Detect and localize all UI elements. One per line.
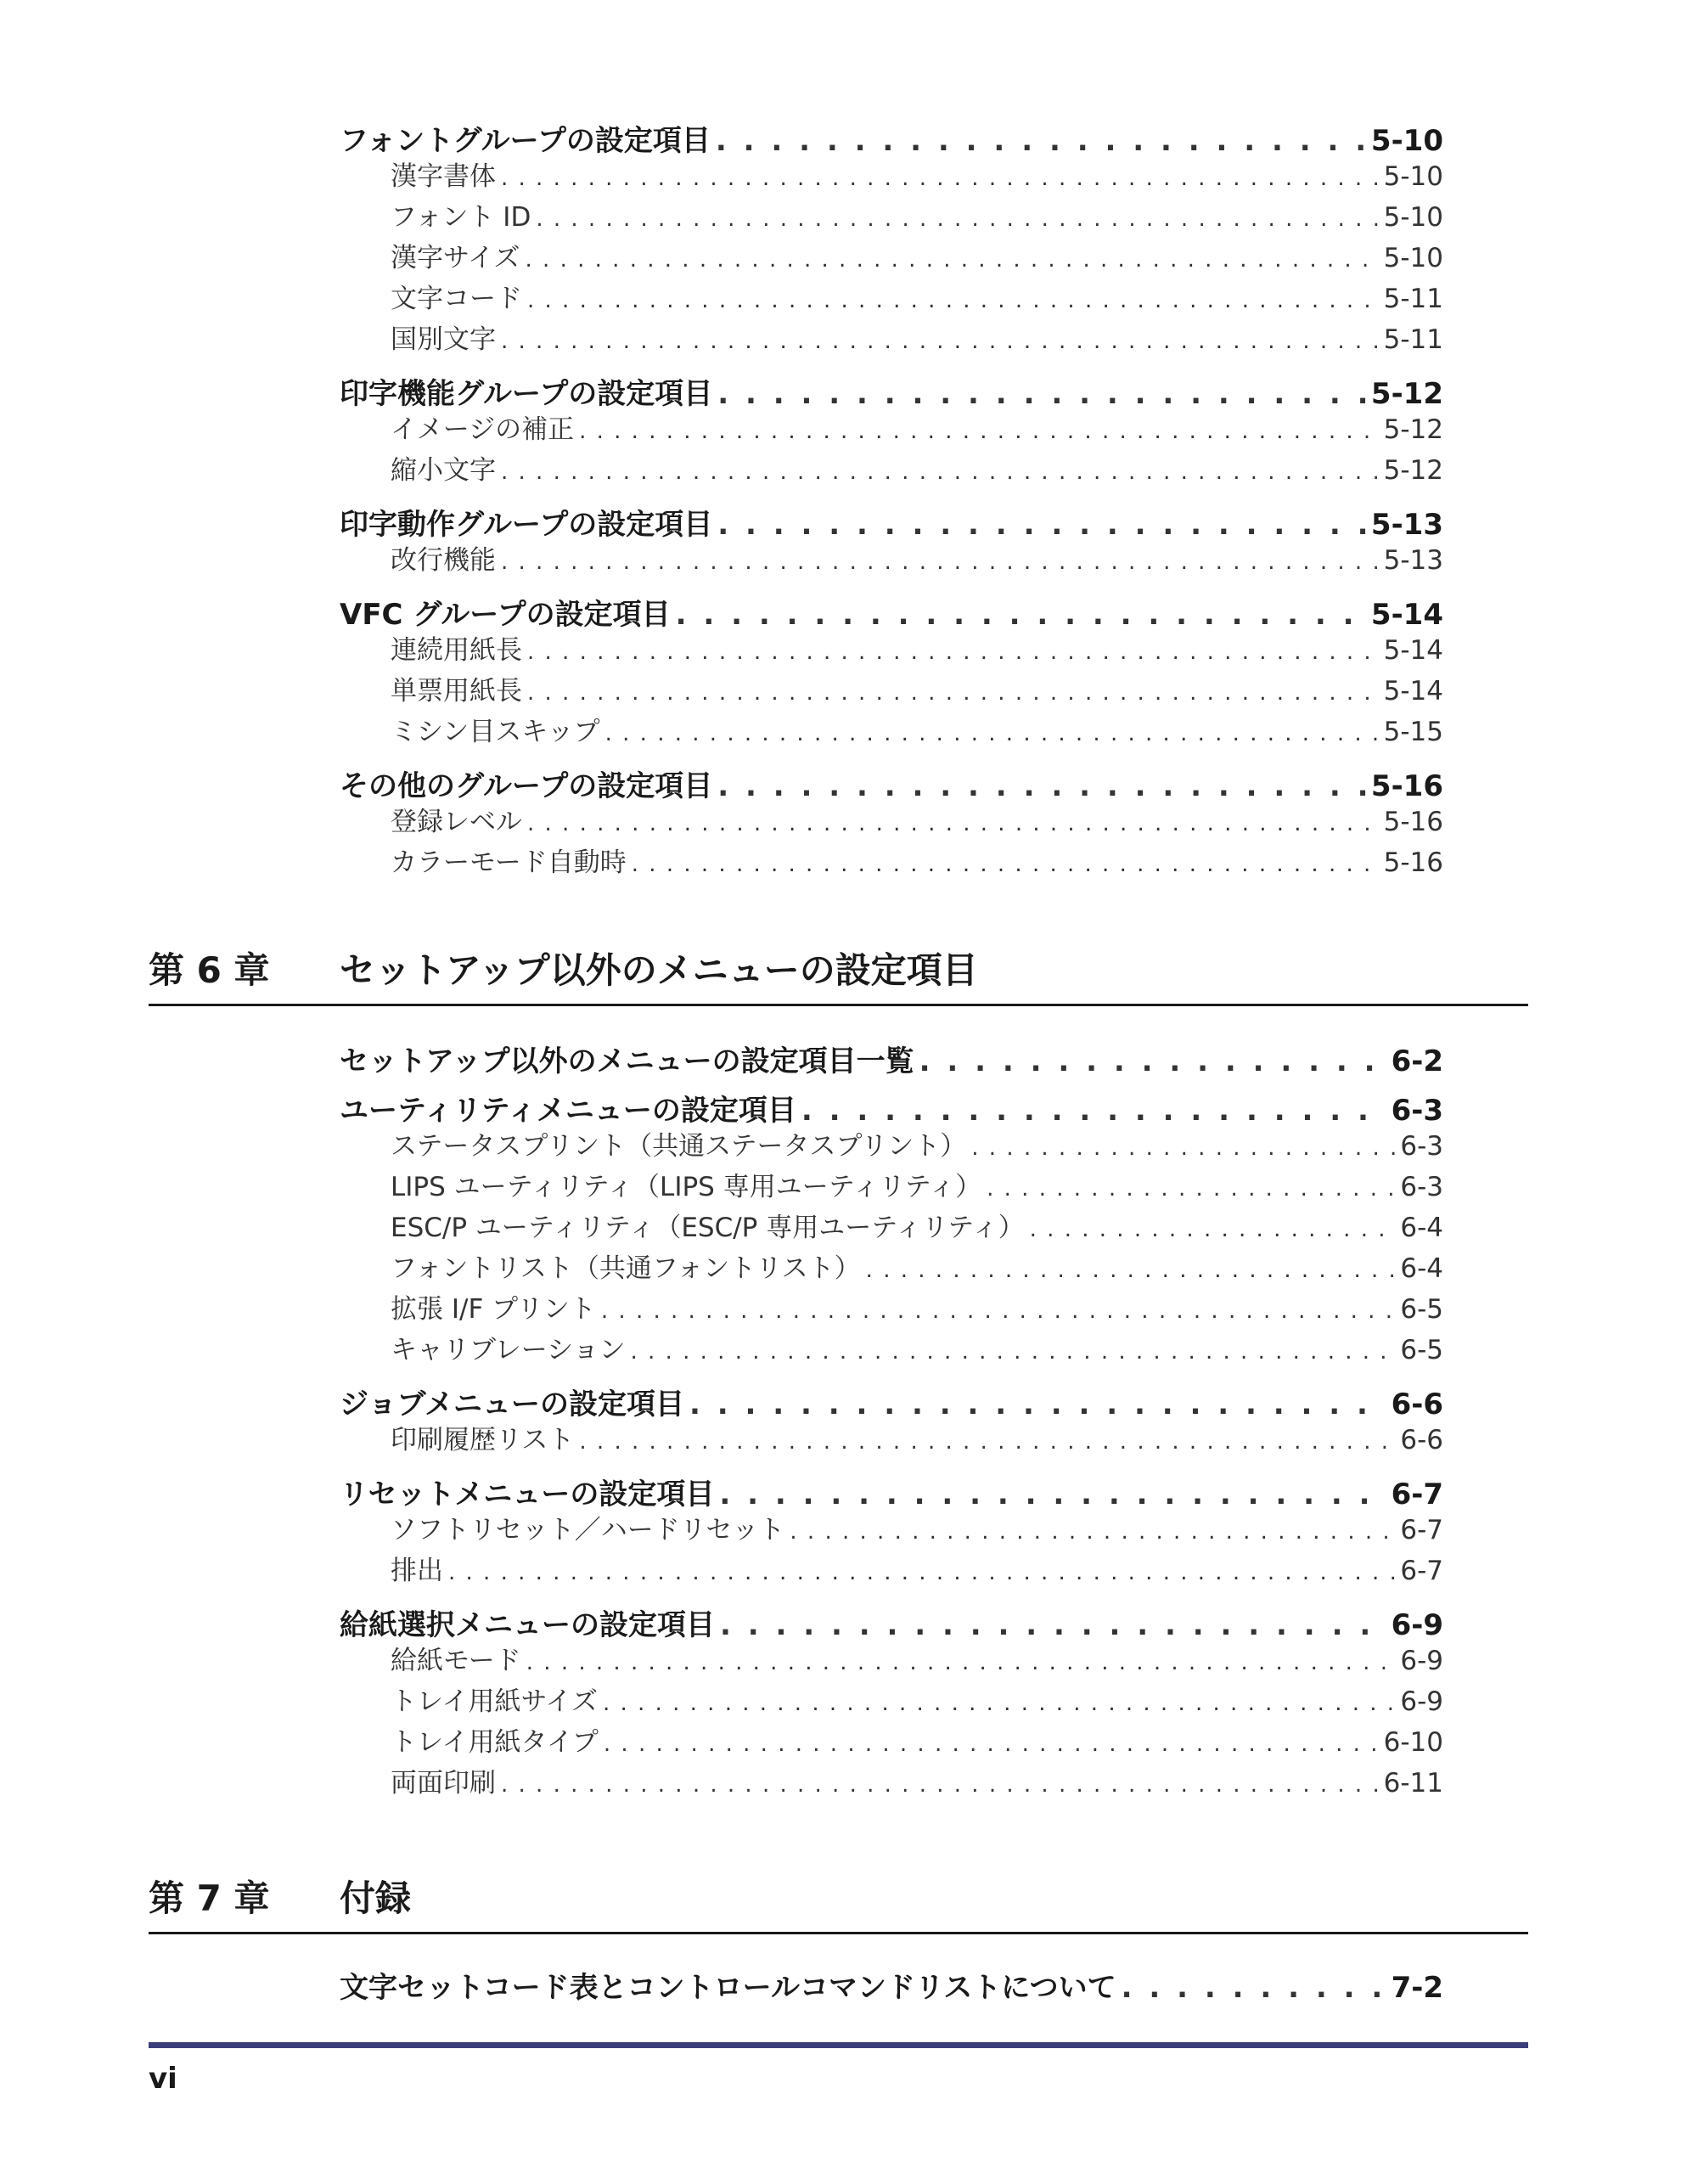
toc-entry-label: フォントリスト（共通フォントリスト） — [391, 1253, 861, 1284]
chapter-heading-7 — [149, 1872, 1528, 1934]
toc-subsection-entry[interactable] — [340, 408, 1443, 448]
toc-section-entry[interactable] — [340, 1381, 1443, 1418]
toc-entry-label: フォント ID — [391, 202, 531, 233]
toc-dot-leader — [605, 721, 1379, 746]
toc-entry-label: 文字セットコード表とコントロールコマンドリストについて — [340, 1971, 1116, 2001]
toc-entry-label: ESC/P ユーティリティ（ESC/P 専用ユーティリティ） — [391, 1213, 1025, 1243]
toc-dot-leader — [536, 206, 1378, 232]
toc-entry-page: 6-7 — [1391, 1478, 1443, 1508]
toc-subsection-entry[interactable] — [340, 628, 1443, 669]
toc-entry-page: 5-13 — [1383, 545, 1443, 576]
toc-entry-label: 給紙モード — [391, 1646, 521, 1676]
toc-dot-leader — [501, 549, 1379, 575]
toc-dot-leader — [631, 1339, 1396, 1365]
chapter-title: 付録 — [340, 1877, 412, 1919]
toc-dot-leader — [501, 459, 1379, 485]
toc-section-entry[interactable] — [340, 1038, 1443, 1075]
toc-dot-leader — [971, 1135, 1395, 1161]
toc-entry-label: 改行機能 — [391, 545, 496, 576]
toc-dot-leader — [579, 419, 1379, 444]
footer-rule — [149, 2042, 1528, 2048]
toc-dot-leader — [527, 680, 1379, 706]
toc-entry-page: 6-2 — [1391, 1044, 1443, 1075]
toc-section-chapter-7 — [340, 1964, 1443, 2001]
toc-dot-leader — [526, 1650, 1396, 1675]
toc-dot-leader — [716, 124, 1366, 155]
toc-section-entry[interactable] — [340, 1471, 1443, 1508]
toc-dot-leader — [790, 1519, 1395, 1545]
toc-entry-page: 5-10 — [1383, 243, 1443, 273]
toc-subsection-entry[interactable] — [340, 1639, 1443, 1680]
toc-entry-page: 5-12 — [1383, 455, 1443, 486]
toc-dot-leader — [717, 508, 1366, 538]
toc-entry-page: 5-11 — [1383, 284, 1443, 314]
toc-entry-page: 6-5 — [1400, 1294, 1443, 1325]
toc-dot-leader — [579, 1429, 1395, 1455]
chapter-number: 第 6 章 — [149, 949, 270, 991]
toc-section-entry[interactable] — [340, 117, 1443, 155]
toc-dot-leader — [720, 1608, 1386, 1639]
toc-entry-page: 6-7 — [1400, 1515, 1443, 1545]
toc-subsection-entry[interactable] — [340, 1761, 1443, 1802]
toc-subsection-entry[interactable] — [340, 1247, 1443, 1287]
toc-subsection-entry[interactable] — [340, 277, 1443, 318]
toc-entry-label: ジョブメニューの設定項目 — [340, 1388, 684, 1418]
toc-dot-leader — [603, 1691, 1395, 1716]
toc-dot-leader — [501, 329, 1379, 354]
toc-subsection-entry[interactable] — [340, 1124, 1443, 1165]
toc-subsection-entry[interactable] — [340, 1328, 1443, 1369]
toc-entry-label: 給紙選択メニューの設定項目 — [340, 1608, 715, 1639]
toc-subsection-entry[interactable] — [340, 236, 1443, 277]
toc-entry-page: 5-11 — [1383, 324, 1443, 355]
toc-entry-label: LIPS ユーティリティ（LIPS 専用ユーティリティ） — [391, 1172, 982, 1202]
toc-section-entry[interactable] — [340, 763, 1443, 800]
toc-entry-page: 5-16 — [1370, 769, 1443, 800]
toc-dot-leader — [527, 811, 1379, 836]
toc-dot-leader — [1030, 1217, 1396, 1242]
toc-subsection-entry[interactable] — [340, 1549, 1443, 1590]
toc-entry-page: 6-9 — [1400, 1646, 1443, 1676]
toc-entry-label: 単票用紙長 — [391, 676, 522, 706]
toc-subsection-entry[interactable] — [340, 1287, 1443, 1328]
toc-entry-label: イメージの補正 — [391, 414, 575, 445]
toc-entry-page: 6-6 — [1391, 1388, 1443, 1418]
toc-subsection-entry[interactable] — [340, 1508, 1443, 1549]
toc-dot-leader — [501, 166, 1379, 191]
toc-entry-page: 5-12 — [1383, 414, 1443, 445]
toc-entry-label: 縮小文字 — [391, 455, 496, 486]
toc-subsection-entry[interactable] — [340, 1720, 1443, 1761]
toc-subsection-entry[interactable] — [340, 318, 1443, 358]
toc-dot-leader — [801, 1094, 1386, 1124]
toc-dot-leader — [717, 377, 1366, 408]
toc-entry-label: ユーティリティメニューの設定項目 — [340, 1094, 796, 1124]
toc-subsection-entry[interactable] — [340, 1206, 1443, 1247]
toc-subsection-entry[interactable] — [340, 155, 1443, 195]
toc-subsection-entry[interactable] — [340, 195, 1443, 236]
toc-section-chapter-5 — [340, 117, 1443, 881]
toc-entry-page: 6-4 — [1400, 1253, 1443, 1284]
toc-entry-page: 5-10 — [1383, 161, 1443, 192]
toc-entry-label: フォントグループの設定項目 — [340, 124, 711, 155]
toc-subsection-entry[interactable] — [340, 710, 1443, 751]
toc-entry-label: 登録レベル — [391, 807, 522, 837]
toc-entry-page: 6-3 — [1400, 1172, 1443, 1202]
toc-entry-label: 印字機能グループの設定項目 — [340, 377, 713, 408]
toc-entry-label: 国別文字 — [391, 324, 496, 355]
toc-section-entry[interactable] — [340, 591, 1443, 628]
toc-dot-leader — [501, 1772, 1379, 1798]
toc-entry-page: 5-13 — [1370, 508, 1443, 538]
toc-entry-label: 漢字サイズ — [391, 243, 520, 273]
toc-entry-page: 5-15 — [1383, 717, 1443, 747]
toc-entry-page: 5-14 — [1383, 676, 1443, 706]
toc-entry-page: 7-2 — [1391, 1971, 1443, 2001]
toc-entry-label: トレイ用紙タイプ — [391, 1727, 599, 1758]
toc-entry-label: キャリブレーション — [391, 1335, 626, 1365]
toc-entry-page: 6-6 — [1400, 1425, 1443, 1455]
toc-entry-label: 印刷履歴リスト — [391, 1425, 575, 1455]
toc-dot-leader — [689, 1388, 1386, 1418]
toc-entry-label: 連続用紙長 — [391, 635, 522, 666]
toc-entry-label: ミシン目スキップ — [391, 717, 600, 747]
toc-dot-leader — [919, 1044, 1386, 1075]
toc-entry-label: 拡張 I/F プリント — [391, 1294, 596, 1325]
toc-dot-leader — [866, 1258, 1396, 1283]
toc-subsection-entry[interactable] — [340, 669, 1443, 710]
toc-section-entry[interactable] — [340, 1601, 1443, 1639]
toc-entry-label: 排出 — [391, 1556, 443, 1586]
chapter-heading-6 — [149, 944, 1528, 1006]
toc-subsection-entry[interactable] — [340, 1165, 1443, 1206]
toc-entry-page: 5-10 — [1370, 124, 1443, 155]
toc-entry-label: 文字コード — [391, 284, 522, 314]
toc-entry-label: VFC グループの設定項目 — [340, 598, 671, 628]
toc-dot-leader — [448, 1560, 1395, 1585]
chapter-number: 第 7 章 — [149, 1877, 270, 1919]
toc-section-entry[interactable] — [340, 370, 1443, 408]
toc-entry-page: 5-12 — [1370, 377, 1443, 408]
toc-dot-leader — [987, 1176, 1395, 1202]
toc-section-chapter-6 — [340, 1038, 1443, 1802]
toc-dot-leader — [604, 1731, 1379, 1757]
toc-section-entry[interactable] — [340, 1964, 1443, 2001]
toc-subsection-entry[interactable] — [340, 1680, 1443, 1720]
toc-entry-label: ソフトリセット／ハードリセット — [391, 1515, 785, 1545]
toc-entry-page: 6-9 — [1391, 1608, 1443, 1639]
toc-section-entry[interactable] — [340, 1087, 1443, 1124]
toc-entry-label: カラーモード自動時 — [391, 847, 627, 878]
toc-entry-label: リセットメニューの設定項目 — [340, 1478, 715, 1508]
toc-entry-label: ステータスプリント（共通ステータスプリント） — [391, 1131, 967, 1162]
toc-entry-label: その他のグループの設定項目 — [340, 769, 713, 800]
toc-entry-label: トレイ用紙サイズ — [391, 1686, 598, 1717]
toc-entry-page: 5-14 — [1370, 598, 1443, 628]
toc-entry-page: 5-10 — [1383, 202, 1443, 233]
toc-dot-leader — [719, 1478, 1386, 1508]
toc-dot-leader — [527, 288, 1379, 313]
toc-entry-page: 6-10 — [1383, 1727, 1443, 1758]
toc-subsection-entry[interactable] — [340, 1418, 1443, 1459]
toc-entry-label: 漢字書体 — [391, 161, 496, 192]
toc-entry-page: 6-5 — [1400, 1335, 1443, 1365]
toc-entry-page: 5-14 — [1383, 635, 1443, 666]
toc-subsection-entry[interactable] — [340, 538, 1443, 579]
toc-dot-leader — [527, 639, 1379, 665]
toc-entry-label: 両面印刷 — [391, 1768, 496, 1798]
chapter-title: セットアップ以外のメニューの設定項目 — [340, 949, 978, 991]
toc-entry-page: 6-11 — [1383, 1768, 1443, 1798]
toc-subsection-entry[interactable] — [340, 448, 1443, 489]
toc-entry-page: 5-16 — [1383, 807, 1443, 837]
toc-dot-leader — [526, 247, 1379, 273]
toc-dot-leader — [717, 769, 1366, 800]
toc-entry-label: セットアップ以外のメニューの設定項目一覧 — [340, 1044, 914, 1075]
toc-entry-page: 6-3 — [1400, 1131, 1443, 1162]
page-number: vi — [149, 2062, 177, 2096]
toc-entry-page: 5-16 — [1383, 847, 1443, 878]
toc-entry-page: 6-7 — [1400, 1556, 1443, 1586]
toc-dot-leader — [601, 1298, 1395, 1324]
toc-entry-page: 6-3 — [1391, 1094, 1443, 1124]
toc-entry-page: 6-4 — [1400, 1213, 1443, 1243]
toc-entry-label: 印字動作グループの設定項目 — [340, 508, 713, 538]
toc-subsection-entry[interactable] — [340, 800, 1443, 841]
toc-dot-leader — [676, 598, 1366, 628]
toc-subsection-entry[interactable] — [340, 841, 1443, 881]
toc-dot-leader — [632, 852, 1379, 877]
toc-section-entry[interactable] — [340, 501, 1443, 538]
toc-dot-leader — [1122, 1971, 1386, 2001]
toc-entry-page: 6-9 — [1400, 1686, 1443, 1717]
